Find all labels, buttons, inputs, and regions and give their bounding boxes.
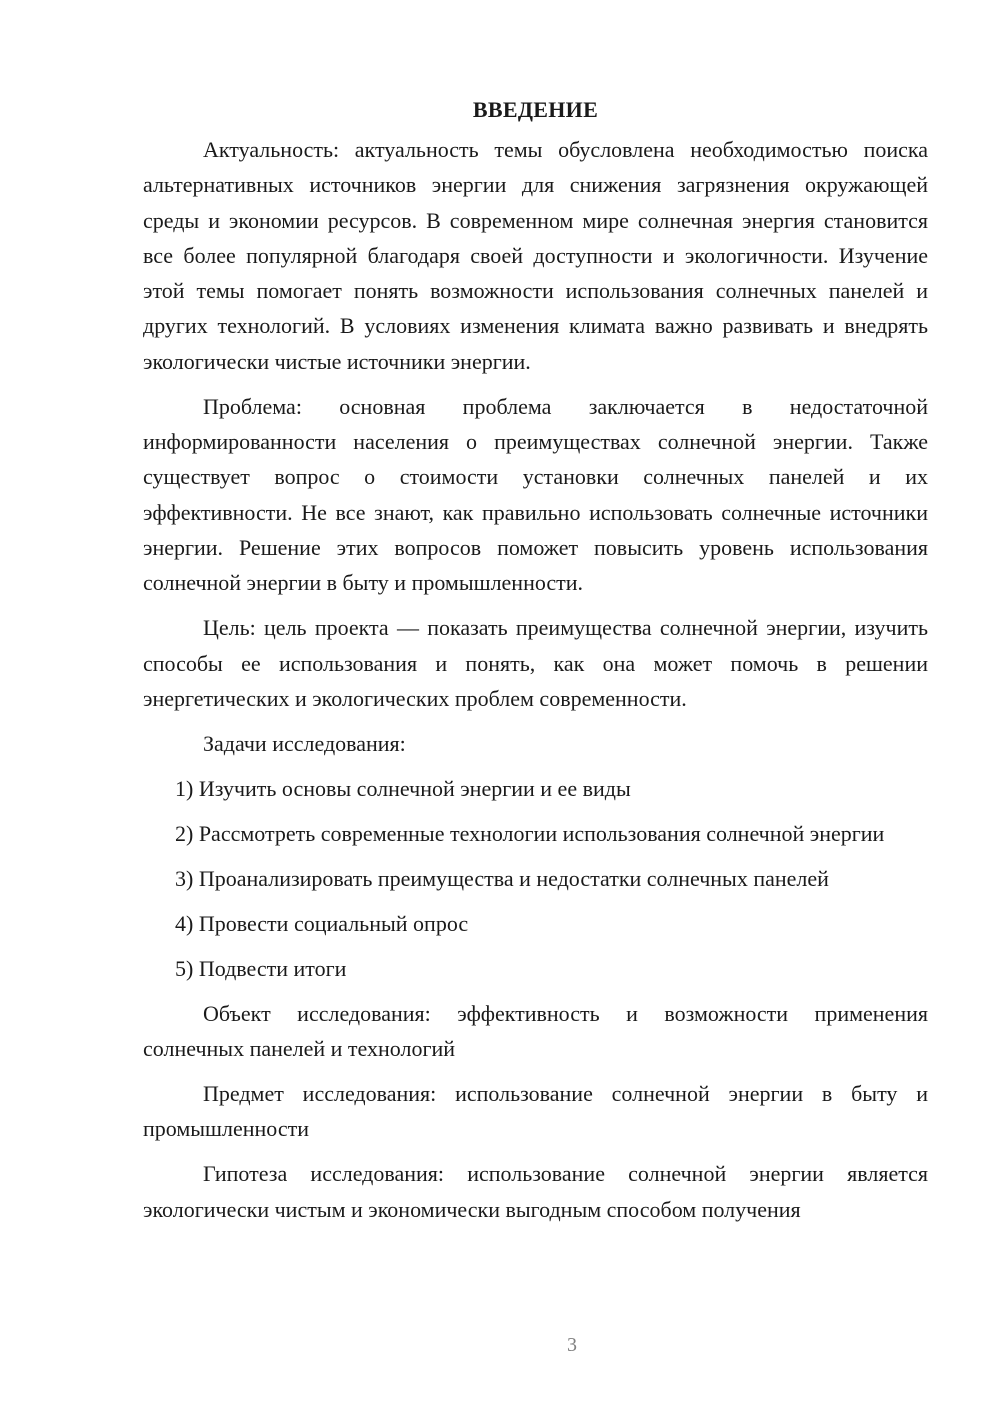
paragraph-problem: Проблема: основная проблема заключается в недостаточной информированности населения о преимуществах солнечной энергии. Также существует вопрос о стоимости установки солнечных панелей и их эффективности. Не все знают, как правильно использовать солнечные источники энергии. Решение этих вопросов поможет повысить уровень использования солнечной энергии в быту и промышленности. <box>143 393 928 596</box>
paragraph-hypothesis: Гипотеза исследования: использование солнечной энергии является экологически чистым и экономически выгодным способом получения <box>143 1161 928 1222</box>
paragraph-relevance: Актуальность: актуальность темы обусловлена необходимостью поиска альтернативных источников энергии для снижения загрязнения окружающей среды и экономии ресурсов. В современном мире солнечная энергия становится все более популярной благодаря своей доступности и экологичности. Изучение этой темы помогает понять возможности использования солнечных панелей и других технологий. В условиях изменения климата важно развивать и внедрять экологически чистые источники энергии. <box>143 137 928 374</box>
section-title: ВВЕДЕНИЕ <box>472 97 599 122</box>
paragraph-subject: Предмет исследования: использование солнечной энергии в быту и промышленности <box>143 1081 928 1142</box>
task-item: 1) Изучить основы солнечной энергии и ее виды <box>175 775 631 801</box>
paragraph-goal: Цель: цель проекта — показать преимущества солнечной энергии, изучить способы ее использования и понять, как она может помочь в решении энергетических и экологических проблем современности. <box>143 615 928 711</box>
task-item: 5) Подвести итоги <box>175 955 347 981</box>
document-page <box>143 92 928 1237</box>
page-number: 3 <box>567 1334 577 1356</box>
paragraph-tasks-heading: Задачи исследования: <box>203 730 406 756</box>
task-item: 2) Рассмотреть современные технологии использования солнечной энергии <box>175 820 885 846</box>
task-item: 4) Провести социальный опрос <box>175 910 469 936</box>
task-item: 3) Проанализировать преимущества и недостатки солнечных панелей <box>175 865 829 891</box>
paragraph-object: Объект исследования: эффективность и возможности применения солнечных панелей и технологий <box>143 1000 928 1062</box>
